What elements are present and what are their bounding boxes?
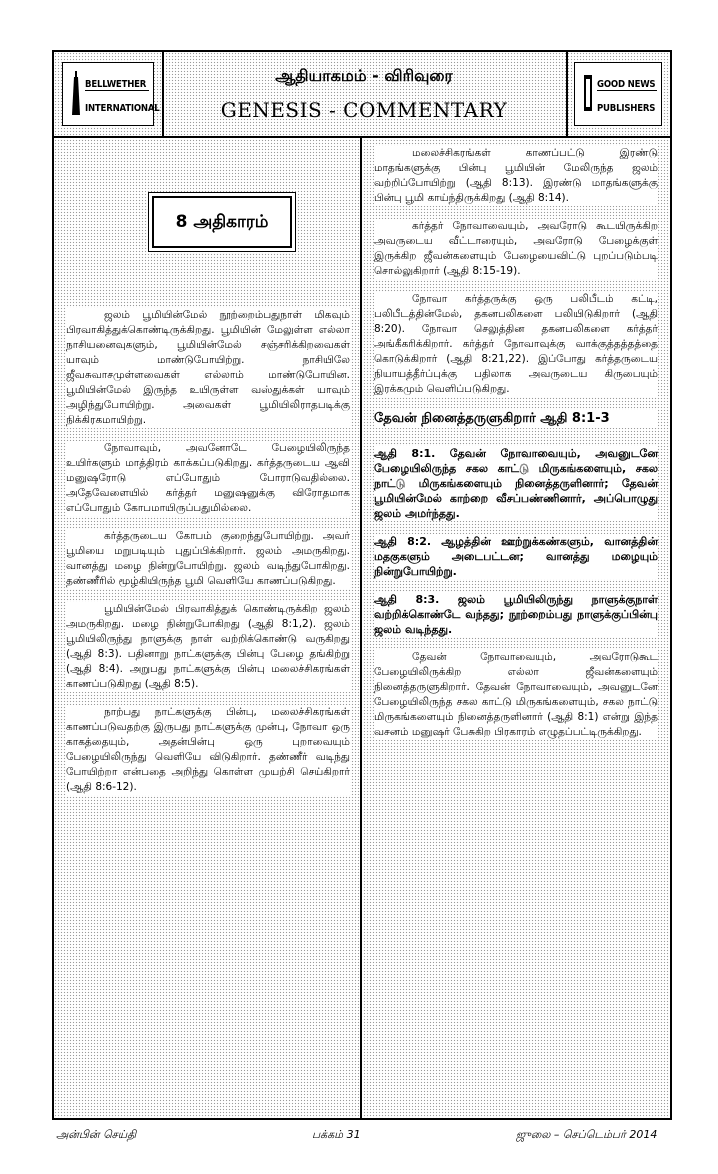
- page-header: [54, 52, 670, 138]
- title-block: [162, 52, 568, 136]
- verse: ஆதி 8:2. ஆழத்தின் ஊற்றுக்கண்களும், வானத்தின் மதகுகளும் அடைபட்டன; வானத்து மழையும் நின்றுபோயிற்று.: [374, 535, 658, 578]
- title-english: GENESIS - COMMENTARY: [220, 98, 508, 122]
- tower-icon: [71, 71, 81, 115]
- paragraph: கர்த்தர் நோவாவையும், அவரோடு கூடயிருக்கிற அவருடைய வீட்டாரையும், அவரோடு பேழைக்குள் இருக்கிற ஜீவன்களையும் பேழையைவிட்டு புறப்படும்படி சொல்லுகிறார் (ஆதி 8:15-19).: [374, 220, 658, 277]
- column-divider: [360, 136, 362, 1118]
- bellwether-logo: [54, 52, 164, 136]
- paragraph: நோவாவும், அவனோடே பேழையிலிருந்த உயிர்களும் மாத்திரம் காக்கப்படுகிறது. கர்த்தருடைய ஆவி மனுஷரோடு எப்போதும் போராடுவதில்லை. அதேவேளையில் கர்த்தர் மனுஷனுக்கு விரோதமாக எப்போதும் கோபமாயிருப்பதுமில்லை.: [66, 442, 350, 514]
- paragraph: கர்த்தருடைய கோபம் குறைந்துபோயிற்று. அவர் பூமியை மறுபடியும் புதுப்பிக்கிறார். ஜலம் அமருகிறது. வானத்து மழை நின்றுபோயிற்று. ஜலம் வடிந்துபோகிறது. தண்ணீரில் மூழ்கியிருந்த பூமி வெளியே காணப்படுகிறது.: [66, 530, 350, 587]
- footer-date: ஜுலை – செப்டெம்பர் 2014: [516, 1128, 658, 1141]
- section-heading: தேவன் நினைத்தருளுகிறார் ஆதி 8:1-3: [374, 410, 658, 428]
- footer-left: அன்பின் செய்தி: [56, 1128, 137, 1141]
- paragraph: நோவா கர்த்தருக்கு ஒரு பலிபீடம் கட்டி, பலிபீடத்தின்மேல், தகனபலிகளை பலியிடுகிறார் (ஆதி 8:20). நோவா செலுத்தின தகனபலிகளை கர்த்தர் அங்கீகரிக்கிறார். கர்த்தர் நோவாவுக்கு வாக்குத்தத்தத்தை கொடுக்கிறார் (ஆதி 8:21,22). இப்போது கர்த்தருடைய நியாயத்தீர்ப்புக்கு பதிலாக அவருடைய கிருபையும் இரக்கமும் வெளிப்படுகிறது.: [374, 293, 658, 395]
- logo-line1: GOOD NEWS: [597, 79, 656, 90]
- verse: ஆதி 8:1. தேவன் நோவாவையும், அவனுடனே பேழையிலிருந்த சகல காட்டு மிருகங்களையும், சகல நாட்டு மிருகங்களையும் நினைத்தருளினார்; தேவன் பூமியின்மேல் காற்றை வீசப்பண்ணினார், அப்பொழுது ஜலம் அமர்ந்தது.: [374, 447, 658, 520]
- paragraph: தேவன் நோவாவையும், அவரோடுகூட பேழையிலிருக்கிற எல்லா ஜீவன்களையும் நினைத்தருளுகிறார். தேவன் நோவாவையும், அவனுடனே பேழையிலிருந்த சகல காட்டு மிருகங்களையும், சகல நாட்டு மிருகங்களையும் நினைத்தருளினார் (ஆதி 8:1) என்று இந்த வசனம் மனுஷர் பேசுகிற பிரகாரம் எழுதப்பட்டிருக்கிறது.: [374, 651, 658, 738]
- paragraph: மலைச்சிகரங்கள் காணப்பட்டு இரண்டு மாதங்களுக்கு பின்பு பூமியின் மேலிருந்த ஜலம் வற்றிப்போயிற்று (ஆதி 8:13). இரண்டு மாதங்களுக்கு பின்பு பூமி காய்ந்திருக்கிறது (ஆதி 8:14).: [374, 147, 658, 204]
- paragraph: நாற்பது நாட்களுக்கு பின்பு, மலைச்சிகரங்கள் காணப்படுவதற்கு இருபது நாட்களுக்கு முன்பு, நோவா ஒரு காகத்தையும், அதன்பின்பு ஒரு புறாவையும் பேழையிலிருந்து வெளியே விடுகிறார். தண்ணீர் வடிந்து போயிற்றா என்பதை அறிந்து கொள்ள முயற்சி செய்கிறார் (ஆதி 8:6-12).: [66, 706, 350, 793]
- paragraph: ஜலம் பூமியின்மேல் நூற்றைம்பதுநாள் மிகவும் பிரவாகித்துக்கொண்டிருக்கிறது. பூமியின் மேலுள்ள எல்லா நாசியனைவுகளும், பூமியின்மேல் சஞ்சரிக்கிறவைகள் யாவும் மாண்டுபோயிற்று. நாசியிலே ஜீவசுவாசமுள்ளவைகள் எல்லாம் மாண்டுபோயின. பூமியின்மேல் இருந்த உயிருள்ள வஸ்துக்கள் யாவும் அழிந்துபோயிற்று. அவைகள் பூமியிலிராதபடிக்கு நிக்கிரகமாயிற்று.: [66, 309, 350, 426]
- logo-line2: INTERNATIONAL: [85, 103, 160, 114]
- logo-line2: PUBLISHERS: [597, 103, 656, 114]
- page-frame: [52, 50, 672, 1120]
- right-column: [374, 136, 658, 753]
- good-news-logo: [566, 52, 670, 136]
- verse: ஆதி 8:3. ஜலம் பூமியிலிருந்து நாளுக்குநாள் வற்றிக்கொண்டே வந்தது; நூற்றைம்பது நாளுக்குப்பின்பு ஜலம் வடிந்தது.: [374, 593, 658, 636]
- title-tamil: ஆதியாகமம் - விரிவுரை: [275, 66, 453, 85]
- logo-line1: BELLWETHER: [85, 79, 149, 91]
- chapter-box: 8 அதிகாரம்: [152, 196, 292, 248]
- footer-page-number: பக்கம் 31: [312, 1128, 361, 1141]
- paragraph: பூமியின்மேல் பிரவாகித்துக் கொண்டிருக்கிற ஜலம் அமருகிறது. மழை நின்றுபோகிறது (ஆதி 8:1,2). ஜலம் பூமியிலிருந்து நாளுக்கு நாள் வற்றிக்கொண்டு வருகிறது (ஆதி 8:3). பதினாறு நாட்களுக்கு பின்பு பேழை தங்கிற்று (ஆதி 8:4). அறுபது நாட்களுக்கு பின்பு மலைச்சிகரங்கள் காணப்படுகிறது (ஆதி 8:5).: [66, 603, 350, 690]
- left-column: [66, 136, 350, 808]
- book-icon: [583, 71, 593, 115]
